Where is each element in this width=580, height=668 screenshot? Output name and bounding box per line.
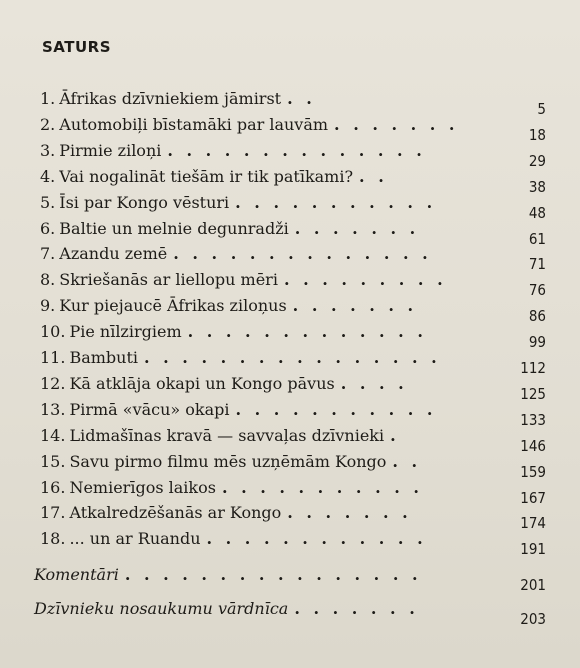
entry-page-number: 191 xyxy=(520,540,546,559)
entry-number: 13. xyxy=(40,399,66,419)
entry-number: 18. xyxy=(40,529,66,549)
toc-entry xyxy=(40,293,546,326)
entry-title: Nemierīgos laikos xyxy=(69,477,216,497)
dot-leader: . xyxy=(390,425,400,445)
dot-leader: . . xyxy=(287,89,316,108)
dot-leader: . . . . . . . xyxy=(334,114,459,134)
entry-page-number: 167 xyxy=(520,488,546,507)
entry-page-number: 48 xyxy=(528,203,546,222)
entry-number: 6. xyxy=(40,218,56,238)
dot-leader: . . . . . . . . . . . xyxy=(235,192,437,212)
dot-leader: . . . . . . . . . . . . xyxy=(206,529,427,549)
toc-entry xyxy=(40,397,546,429)
entry-number: 11. xyxy=(40,348,66,367)
entry-page-number: 76 xyxy=(528,281,546,300)
entry-number: 10. xyxy=(40,322,66,342)
entry-number: 1. xyxy=(40,89,56,108)
dot-leader: . . . . . . . xyxy=(294,599,419,618)
entry-title: Pirmā «vācu» okapi xyxy=(69,399,230,419)
dot-leader: . . . . . . . . . xyxy=(283,270,447,290)
dot-leader: . . xyxy=(359,166,388,186)
entry-title: Pie nīlzirgiem xyxy=(69,322,182,342)
entry-title: Kur piejaucē Āfrikas ziloņus xyxy=(59,296,287,316)
entry-title: Bambuti xyxy=(69,348,139,367)
dot-leader: . . . . . . . . . . . . . xyxy=(187,322,427,342)
entry-title: Lidmašīnas kravā — savvaļas dzīvnieki xyxy=(69,425,385,445)
entry-title: Baltie un melnie degunradži xyxy=(59,218,289,238)
toc-entry xyxy=(40,345,546,377)
toc-entry xyxy=(40,267,546,300)
entry-title: Pirmie ziloņi xyxy=(59,140,162,160)
entry-title: Vai nogalināt tiešām ir tik patīkami? xyxy=(59,166,354,186)
entry-number: 3. xyxy=(40,140,56,160)
entry-number: 17. xyxy=(40,503,66,523)
entry-number: 4. xyxy=(40,166,56,186)
dot-leader: . . . . . . . . . . . xyxy=(235,399,437,419)
entry-title: Azandu zemē xyxy=(59,244,168,264)
dot-leader: . . . . . . . . . . . xyxy=(221,477,423,497)
toc-entry xyxy=(40,216,546,248)
entry-page-number: 61 xyxy=(528,229,546,248)
back-matter-entry xyxy=(34,596,546,628)
entry-number: 8. xyxy=(40,270,56,290)
entry-title: Savu pirmo filmu mēs uzņēmām Kongo xyxy=(69,451,387,471)
entry-page-number: 174 xyxy=(520,514,546,533)
entry-title: ... un ar Ruandu xyxy=(69,529,201,549)
entry-page-number: 201 xyxy=(520,576,546,594)
entry-page-number: 5 xyxy=(537,100,546,118)
entry-page-number: 99 xyxy=(528,333,546,352)
entry-title: Dzīvnieku nosaukumu vārdnīca xyxy=(34,599,289,618)
entry-page-number: 71 xyxy=(528,255,546,274)
entry-number: 16. xyxy=(40,477,66,497)
toc-entry xyxy=(40,500,546,533)
entry-page-number: 146 xyxy=(520,436,546,455)
entry-title: Kā atklāja okapi un Kongo pāvus xyxy=(69,373,335,393)
dot-leader: . . xyxy=(392,451,422,471)
entry-page-number: 112 xyxy=(520,359,546,377)
entry-number: 5. xyxy=(40,192,56,212)
toc-entry xyxy=(40,423,546,455)
dot-leader: . . . . . . . xyxy=(287,503,412,523)
entry-title: Automobiļi bīstamāki par lauvām xyxy=(59,114,329,134)
entry-number: 14. xyxy=(40,425,66,445)
toc-entry xyxy=(40,319,546,352)
entry-page-number: 86 xyxy=(528,307,546,326)
toc-entry xyxy=(40,112,546,144)
toc-entry xyxy=(40,86,546,118)
dot-leader: . . . . xyxy=(340,373,408,393)
entry-number: 15. xyxy=(40,451,66,471)
entry-page-number: 38 xyxy=(528,177,546,196)
toc-entry xyxy=(40,449,546,481)
entry-number: 7. xyxy=(40,244,56,264)
toc-entry xyxy=(40,164,546,196)
entry-number: 9. xyxy=(40,296,56,316)
entry-page-number: 133 xyxy=(520,410,546,429)
toc-entry xyxy=(40,371,546,403)
dot-leader: . . . . . . . . . . . . . . . . xyxy=(124,565,422,584)
entry-page-number: 18 xyxy=(528,125,546,144)
dot-leader: . . . . . . . . . . . . . . xyxy=(167,140,426,160)
entry-title: Atkalredzēšanās ar Kongo xyxy=(69,503,282,523)
dot-leader: . . . . . . . . . . . . . . . . xyxy=(144,348,441,367)
entry-page-number: 159 xyxy=(520,462,546,481)
entry-title: Skriešanās ar liellopu mēri xyxy=(59,270,278,290)
entry-page-number: 203 xyxy=(520,610,546,628)
entry-page-number: 125 xyxy=(520,384,546,403)
page-title: SATURS xyxy=(42,38,112,56)
entry-number: 2. xyxy=(40,114,56,134)
dot-leader: . . . . . . . xyxy=(294,218,420,238)
back-matter-entry xyxy=(34,562,546,594)
toc-entry xyxy=(40,138,546,170)
toc-entry xyxy=(40,526,546,559)
dot-leader: . . . . . . . xyxy=(292,296,418,316)
entry-number: 12. xyxy=(40,373,66,393)
toc-entry xyxy=(40,475,546,507)
entry-page-number: 29 xyxy=(528,151,546,170)
toc-entry xyxy=(40,190,546,222)
toc-entry xyxy=(40,241,546,274)
entry-title: Īsi par Kongo vēsturi xyxy=(59,192,230,212)
entry-title: Āfrikas dzīvniekiem jāmirst xyxy=(59,89,282,108)
entry-title: Komentāri xyxy=(34,565,119,584)
dot-leader: . . . . . . . . . . . . . . xyxy=(173,244,432,264)
